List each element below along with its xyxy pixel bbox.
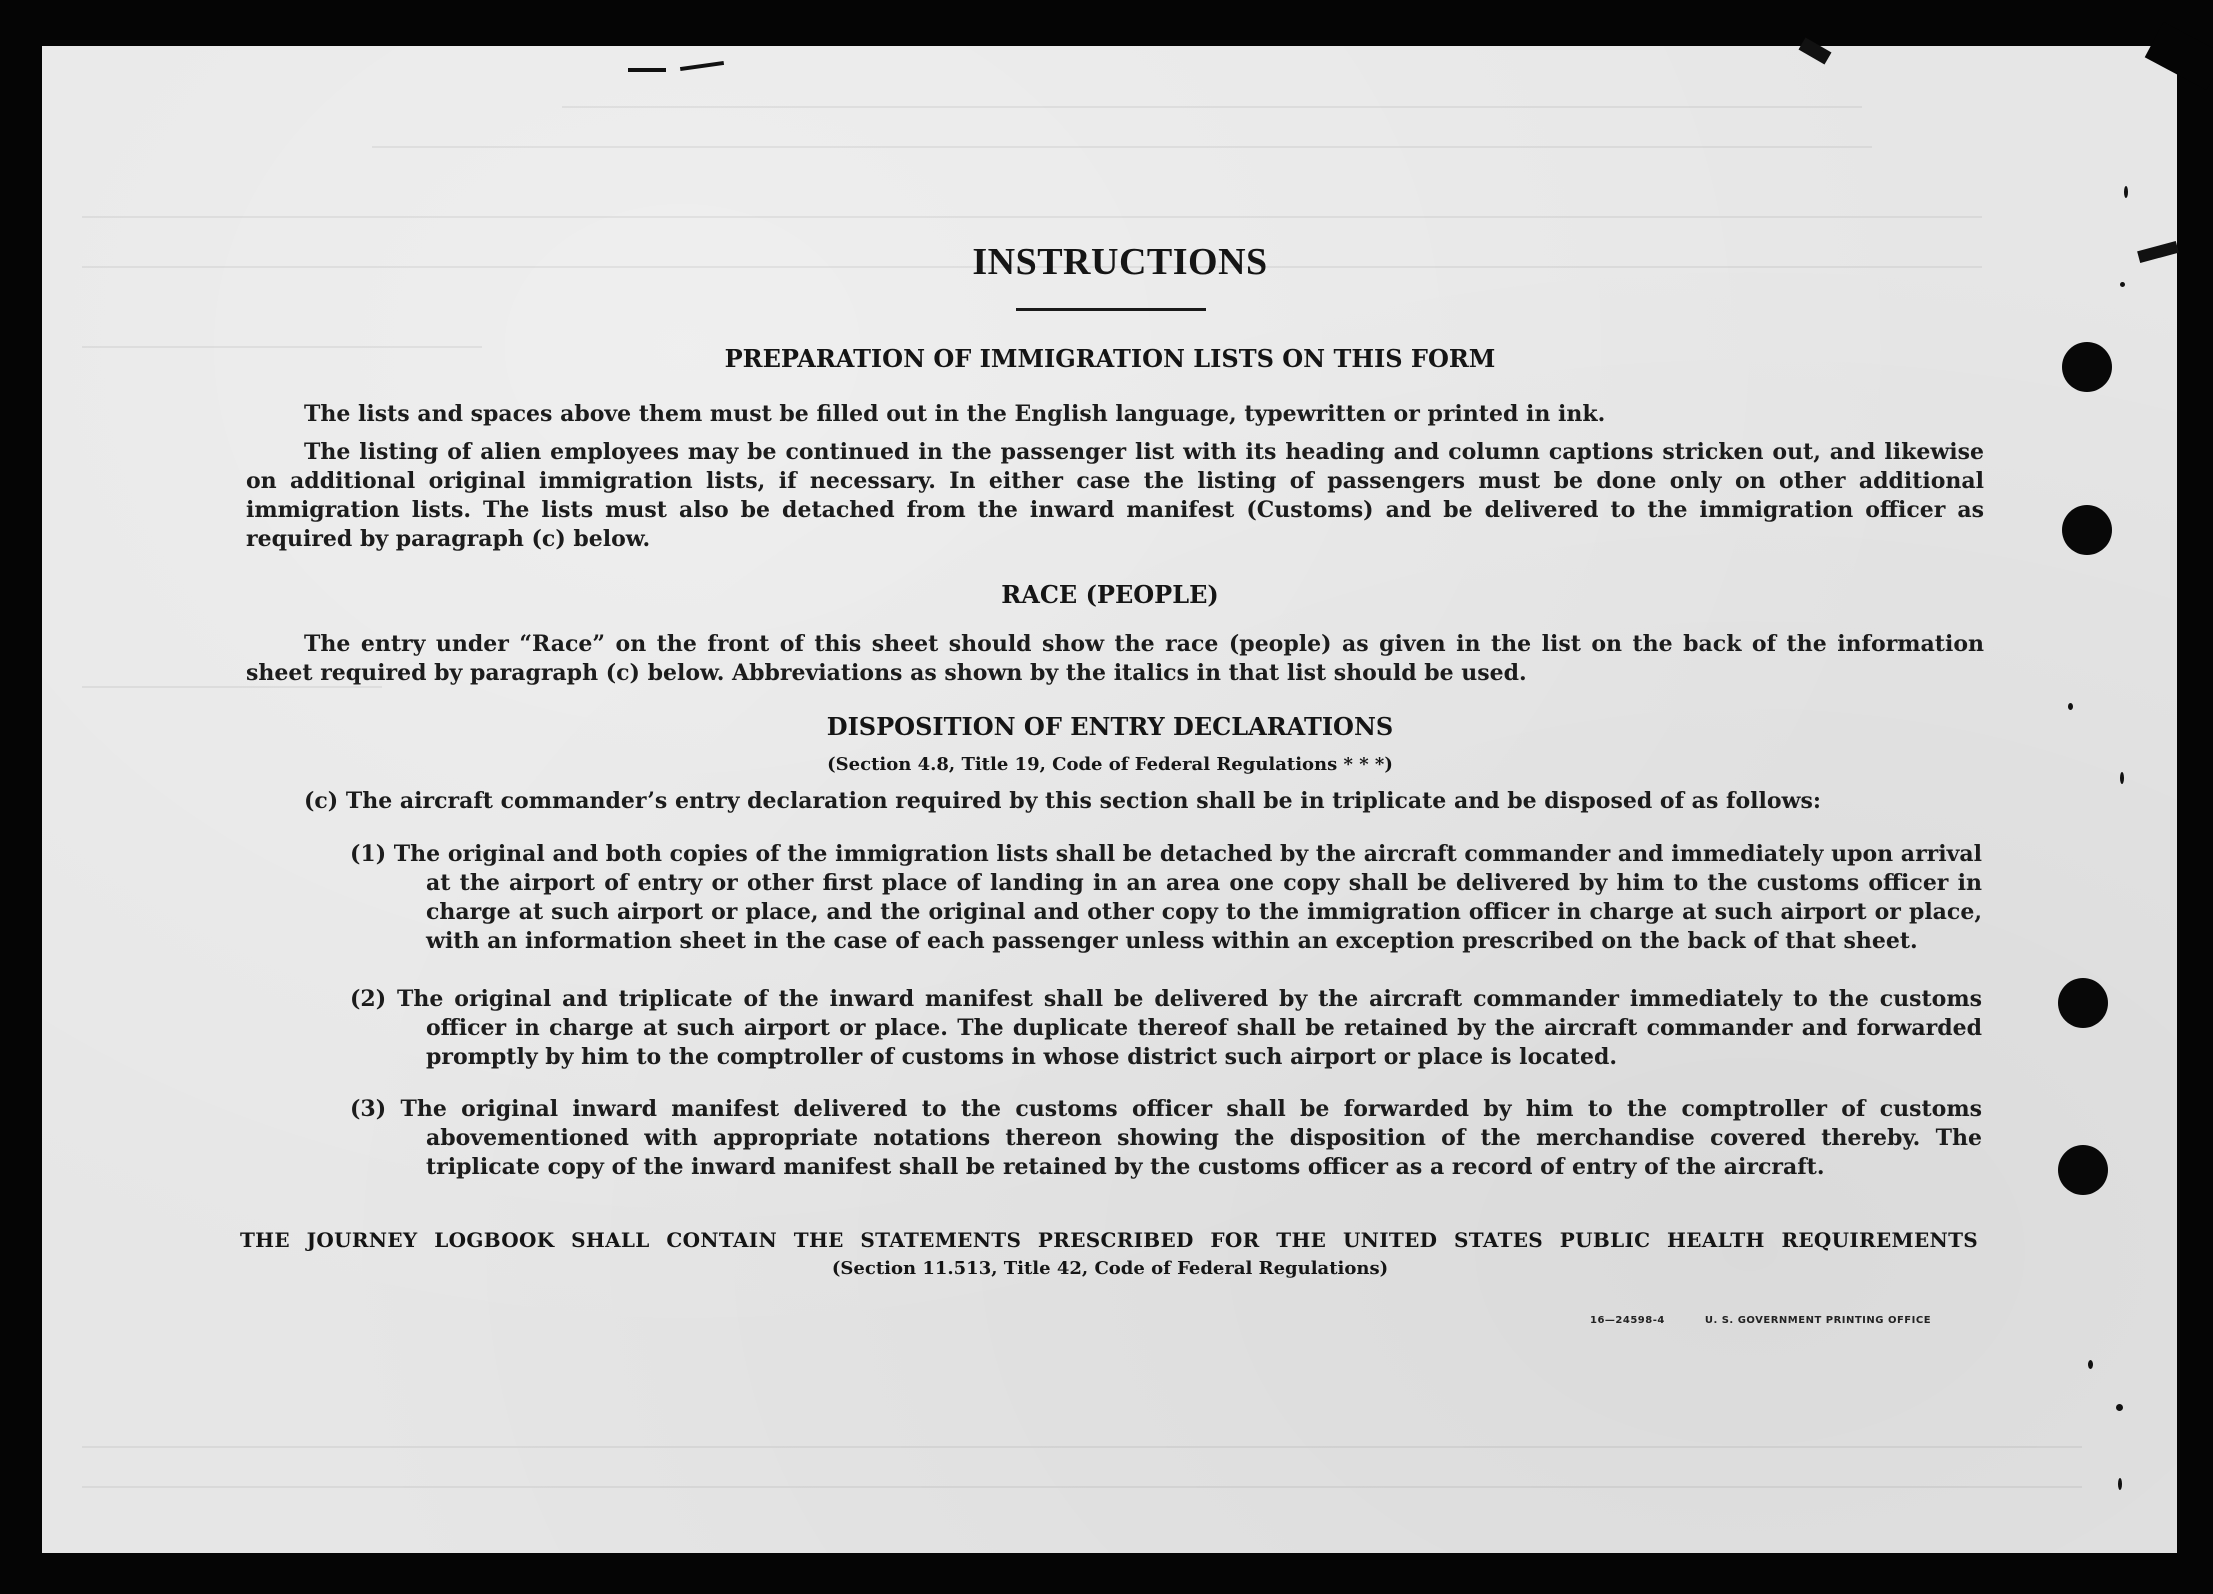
scan-speck bbox=[2124, 186, 2128, 198]
punch-hole bbox=[2058, 1145, 2108, 1195]
scan-speck bbox=[2116, 1404, 2123, 1411]
disposition-item-1: (1) The original and both copies of the immigration lists shall be detached by the aircraft commander and immediately upon arrival at the airport of entry or other first place of landing in an area one copy shall be delivered by him to the customs officer in charge at such airport or place, and the original and other copy to the immigration officer in charge at such airport or place, with an information sheet in the case of each passenger unless within an exception prescribed on the back of that sheet. bbox=[350, 841, 1982, 954]
disposition-item-2: (2) The original and triplicate of the inward manifest shall be delivered by the aircraft commander immediately to the customs officer in charge at such airport or place. The duplicate thereof shall be retained by the aircraft commander and forwarded promptly by him to the comptroller of customs in whose district such airport or place is located. bbox=[350, 986, 1982, 1070]
scan-speck bbox=[2068, 703, 2073, 710]
preparation-paragraph-2: The listing of alien employees may be continued in the passenger list with its heading and column captions stricken out, and likewise on additional original immigration lists, if necessary. In either case the listing of passengers must be done only on other additional immigration lists. The lists must also be detached from the inward manifest (Customs) and be delivered to the immigration officer as required by paragraph (c) below. bbox=[246, 439, 1984, 552]
printer-name: U. S. GOVERNMENT PRINTING OFFICE bbox=[1704, 1315, 1932, 1326]
scan-speck bbox=[2120, 282, 2125, 287]
title-underline bbox=[1016, 308, 1206, 311]
disposition-heading: DISPOSITION OF ENTRY DECLARATIONS bbox=[826, 712, 1394, 741]
race-paragraph: The entry under “Race” on the front of this sheet should show the race (people) as given in the list on the back of the information sheet required by paragraph (c) below. Abbreviations as shown by the italics in that list should be used. bbox=[246, 631, 1984, 686]
disposition-item-3: (3) The original inward manifest delivered to the customs officer shall be forwarded by him to the comptroller of customs abovementioned with appropriate notations thereon showing the disposition of the merchandise covered thereby. The triplicate copy of the inward manifest shall be retained by the customs officer as a record of entry of the aircraft. bbox=[350, 1096, 1982, 1180]
scan-speck bbox=[2088, 1360, 2093, 1369]
form-number: 16—24598-4 bbox=[1590, 1315, 1665, 1326]
punch-hole bbox=[2062, 342, 2112, 392]
scan-speck bbox=[2120, 772, 2124, 784]
scan-speck bbox=[2118, 1478, 2122, 1490]
printer-imprint bbox=[1590, 1315, 1950, 1326]
preparation-paragraph-1: The lists and spaces above them must be filled out in the English language, typewritten or printed in ink. bbox=[304, 401, 1606, 427]
disposition-intro: (c) The aircraft commander’s entry declaration required by this section shall be in triplicate and be disposed of as follows: bbox=[304, 788, 1821, 814]
race-heading: RACE (PEOPLE) bbox=[1001, 580, 1219, 609]
preparation-heading: PREPARATION OF IMMIGRATION LISTS ON THIS FORM bbox=[724, 344, 1496, 373]
punch-hole bbox=[2062, 505, 2112, 555]
punch-hole bbox=[2058, 978, 2108, 1028]
health-requirements-citation: (Section 11.513, Title 42, Code of Federal Regulations) bbox=[831, 1258, 1389, 1279]
scan-mark bbox=[628, 68, 666, 72]
health-requirements-notice: THE JOURNEY LOGBOOK SHALL CONTAIN THE STATEMENTS PRESCRIBED FOR THE UNITED STATES PUBLIC HEALTH REQUIREMENTS bbox=[240, 1228, 1978, 1252]
disposition-citation: (Section 4.8, Title 19, Code of Federal Regulations * * *) bbox=[827, 754, 1393, 775]
page-title: INSTRUCTIONS bbox=[972, 241, 1268, 283]
